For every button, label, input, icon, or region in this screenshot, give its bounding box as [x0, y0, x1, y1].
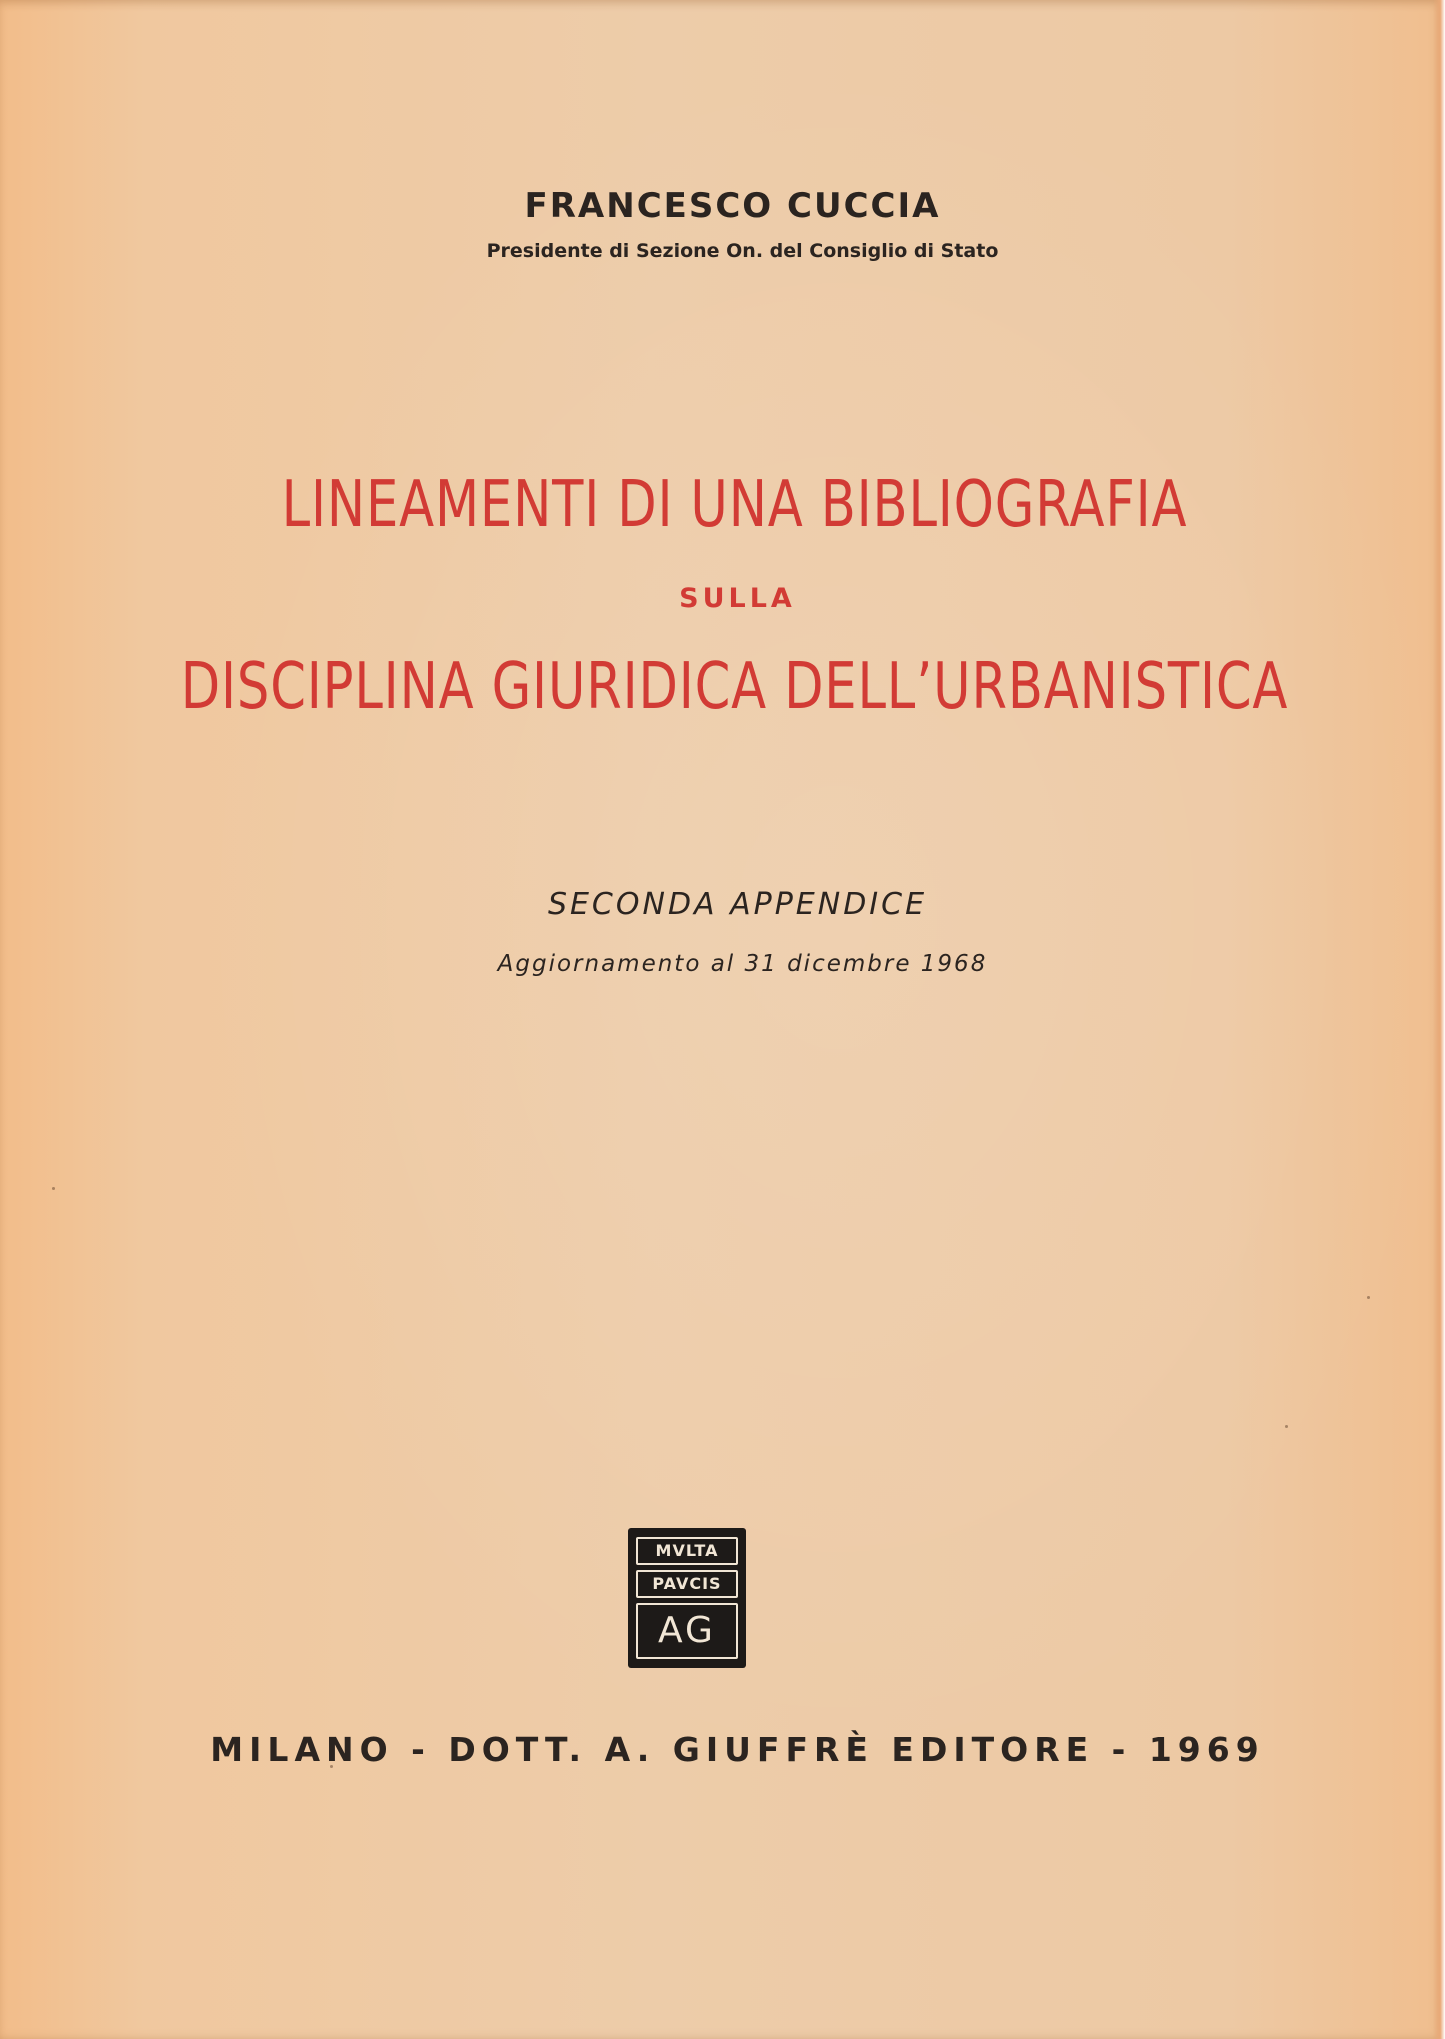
- publisher-logo: [628, 1528, 746, 1668]
- paper-speck: [1367, 1296, 1370, 1299]
- paper-speck: [52, 1187, 55, 1190]
- title-line-1: LINEAMENTI DI UNA BIBLIOGRAFIA: [281, 468, 1188, 542]
- edition-label: SECONDA APPENDICE: [547, 887, 928, 922]
- update-note: Aggiornamento al 31 dicembre 1968: [497, 951, 988, 977]
- title-line-2: DISCIPLINA GIURIDICA DELL’URBANISTICA: [180, 650, 1289, 724]
- paper-speck: [1285, 1425, 1288, 1428]
- publisher-imprint: MILANO - DOTT. A. GIUFFRÈ EDITORE - 1969: [210, 1730, 1265, 1769]
- logo-word-paucis: PAVCIS: [636, 1570, 738, 1598]
- title-connector: SULLA: [679, 583, 796, 614]
- logo-word-multa: MVLTA: [636, 1537, 738, 1565]
- logo-initials: AG: [636, 1603, 738, 1659]
- author-role: Presidente di Sezione On. del Consiglio di Stato: [486, 240, 999, 262]
- author-name: FRANCESCO CUCCIA: [524, 186, 941, 226]
